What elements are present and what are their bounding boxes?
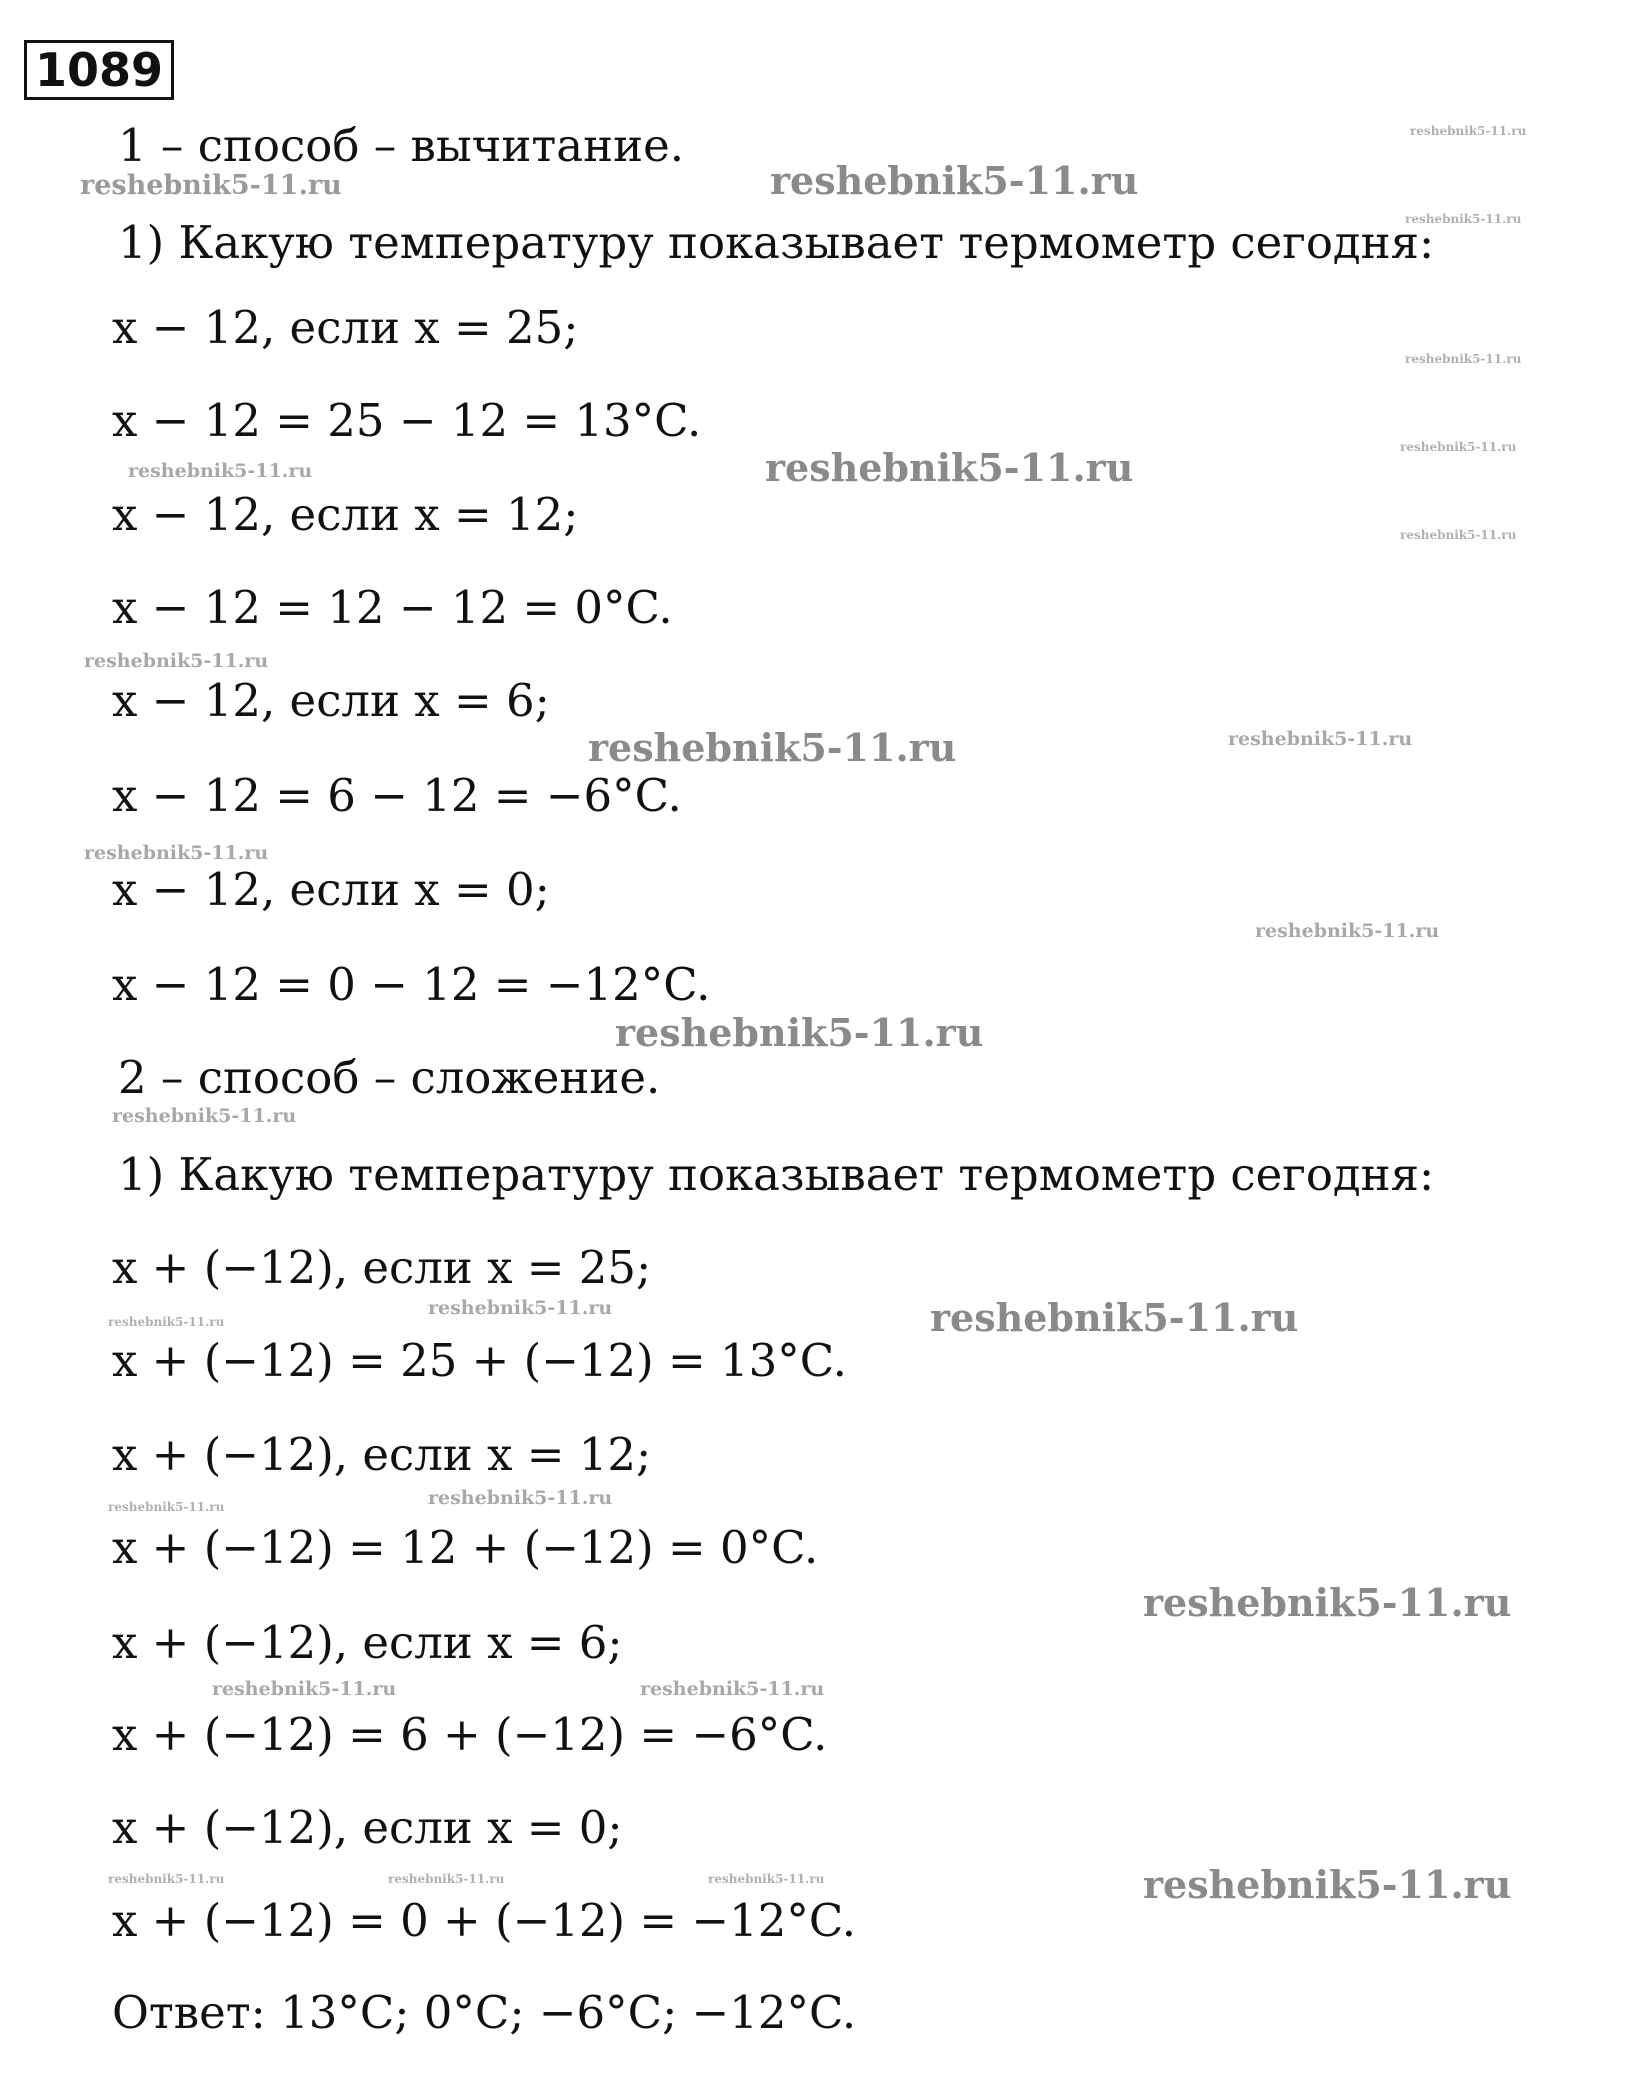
watermark: reshebnik5-11.ru [1400,528,1517,542]
problem-number: 1089 [24,40,174,100]
watermark: reshebnik5-11.ru [1405,212,1522,226]
watermark: reshebnik5-11.ru [1255,920,1440,942]
watermark: reshebnik5-11.ru [128,460,313,482]
formula-line: x + (−12), если x = 12; [112,1428,652,1481]
watermark: reshebnik5-11.ru [212,1678,397,1700]
formula-line: x − 12, если x = 6; [112,674,550,727]
formula-line: x − 12, если x = 0; [112,863,550,916]
formula-line: x − 12 = 6 − 12 = −6°C. [112,769,682,822]
formula-line: x + (−12), если x = 25; [112,1241,652,1294]
watermark: reshebnik5-11.ru [708,1872,825,1886]
formula-line: x − 12 = 0 − 12 = −12°C. [112,958,711,1011]
formula-line: x − 12, если x = 12; [112,488,579,541]
formula-line: x − 12 = 25 − 12 = 13°C. [112,394,702,447]
watermark: reshebnik5-11.ru [770,158,1139,203]
watermark: reshebnik5-11.ru [765,445,1134,490]
formula-line: x + (−12) = 6 + (−12) = −6°C. [112,1708,828,1761]
watermark: reshebnik5-11.ru [1228,728,1413,750]
formula-line: x − 12, если x = 25; [112,301,579,354]
watermark: reshebnik5-11.ru [1143,1862,1512,1907]
watermark: reshebnik5-11.ru [930,1295,1299,1340]
watermark: reshebnik5-11.ru [108,1315,225,1329]
watermark: reshebnik5-11.ru [108,1500,225,1514]
formula-line: x + (−12), если x = 6; [112,1616,623,1669]
formula-line: x + (−12), если x = 0; [112,1801,623,1854]
method-1-heading: 1 – способ – вычитание. [118,119,685,172]
formula-line: x + (−12) = 0 + (−12) = −12°C. [112,1894,857,1947]
watermark: reshebnik5-11.ru [615,1010,984,1055]
question-line: 1) Какую температуру показывает термометр сегодня: [118,1148,1435,1201]
watermark: reshebnik5-11.ru [84,650,269,672]
watermark: reshebnik5-11.ru [428,1487,613,1509]
watermark: reshebnik5-11.ru [1405,352,1522,366]
formula-line: x − 12 = 12 − 12 = 0°C. [112,581,673,634]
watermark: reshebnik5-11.ru [388,1872,505,1886]
watermark: reshebnik5-11.ru [1410,124,1527,138]
watermark: reshebnik5-11.ru [588,725,957,770]
watermark: reshebnik5-11.ru [112,1105,297,1127]
watermark: reshebnik5-11.ru [1400,440,1517,454]
watermark: reshebnik5-11.ru [84,842,269,864]
formula-line: x + (−12) = 25 + (−12) = 13°C. [112,1334,847,1387]
watermark: reshebnik5-11.ru [1143,1580,1512,1625]
watermark: reshebnik5-11.ru [640,1678,825,1700]
formula-line: x + (−12) = 12 + (−12) = 0°C. [112,1521,819,1574]
watermark: reshebnik5-11.ru [428,1297,613,1319]
question-line: 1) Какую температуру показывает термометр сегодня: [118,216,1435,269]
method-2-heading: 2 – способ – сложение. [118,1051,661,1104]
answer-line: Ответ: 13°C; 0°C; −6°C; −12°C. [112,1986,857,2039]
watermark: reshebnik5-11.ru [108,1872,225,1886]
watermark: reshebnik5-11.ru [80,170,342,201]
